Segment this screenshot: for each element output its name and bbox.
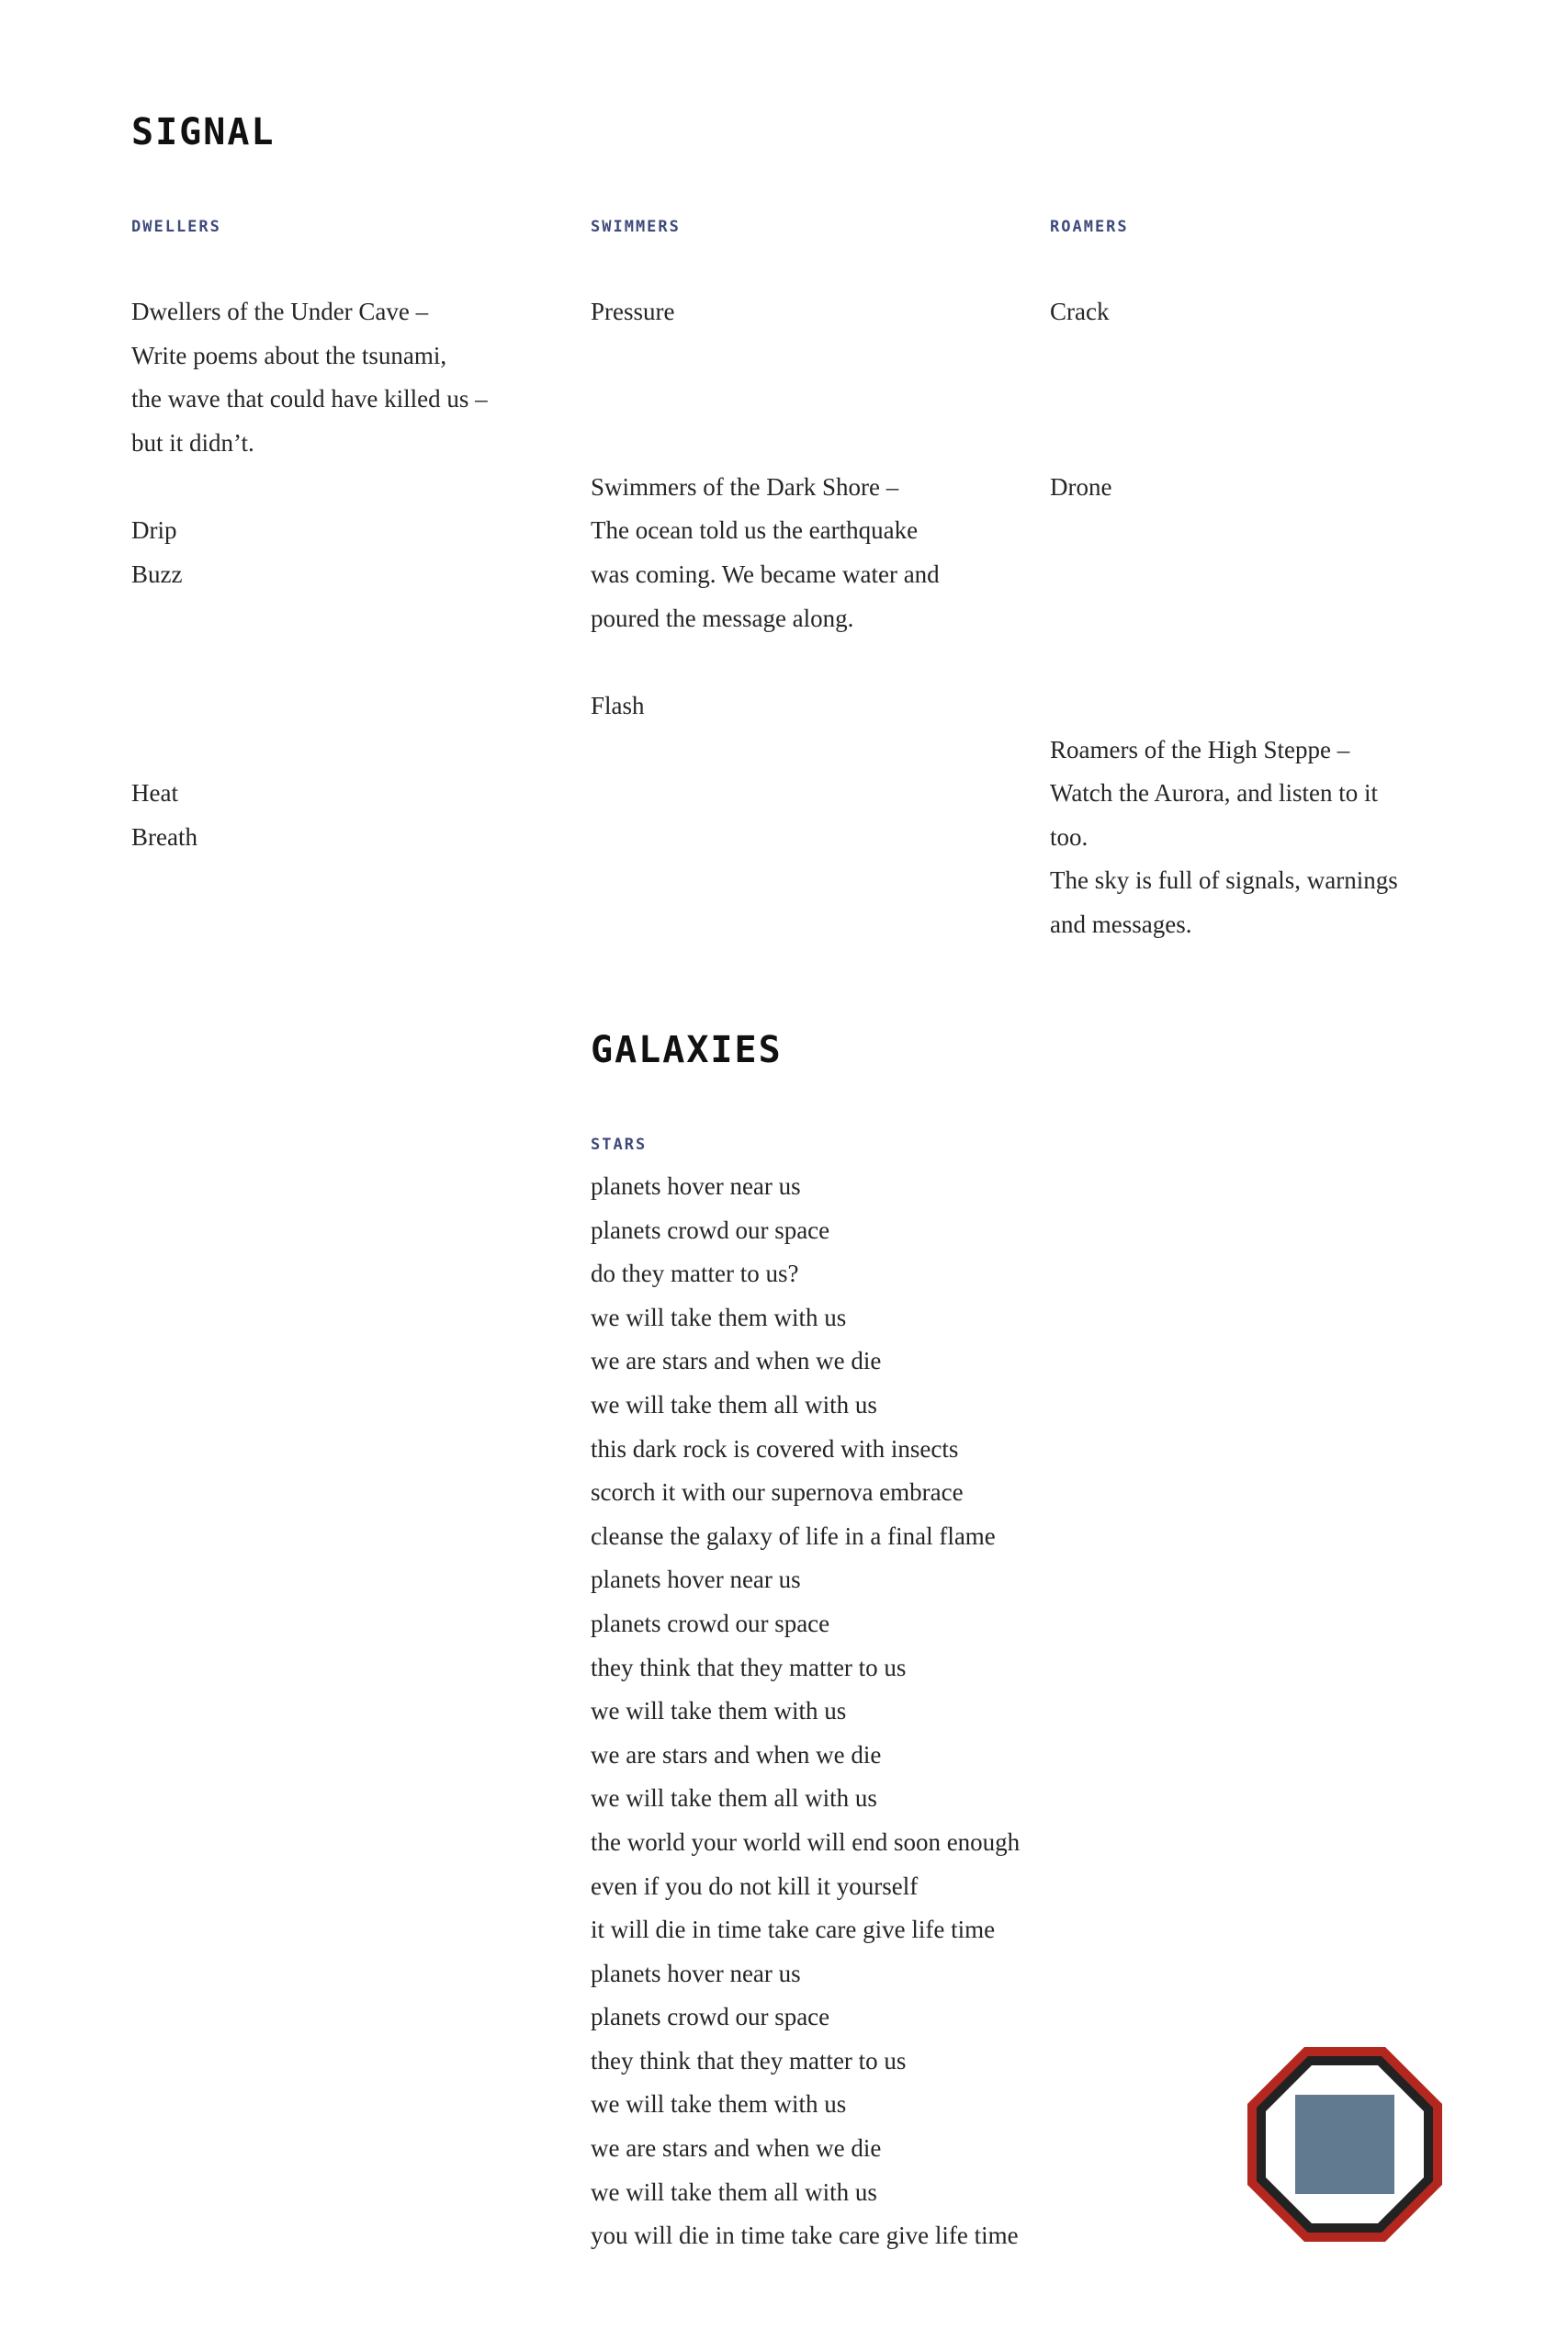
swimmers-line: poured the message along. bbox=[591, 605, 854, 632]
poem-line: cleanse the galaxy of life in a final flame bbox=[591, 1521, 996, 1550]
dwellers-line: Dwellers of the Under Cave – bbox=[131, 298, 429, 325]
stop-square-icon bbox=[1247, 2047, 1442, 2242]
poem-line: they think that they matter to us bbox=[591, 2046, 907, 2075]
poem-line: they think that they matter to us bbox=[591, 1653, 907, 1681]
column-label-roamers: ROAMERS bbox=[1050, 218, 1129, 236]
column-label-dwellers: DWELLERS bbox=[131, 218, 221, 236]
poem-line: you will die in time take care give life time bbox=[591, 2222, 1019, 2250]
signal-heading: SIGNAL bbox=[131, 111, 276, 153]
roamers-line: Watch the Aurora, and listen to it bbox=[1050, 779, 1378, 807]
swimmers-line: was coming. We became water and bbox=[591, 560, 940, 588]
dwellers-line: the wave that could have killed us – bbox=[131, 385, 488, 413]
swimmers-line: Pressure bbox=[591, 298, 675, 325]
roamers-line: too. bbox=[1050, 823, 1089, 851]
poem-line: the world your world will end soon enough bbox=[591, 1827, 1021, 1856]
swimmers-line: Flash bbox=[591, 692, 645, 719]
poem-line: we will take them all with us bbox=[591, 2177, 877, 2206]
roamers-line: Crack bbox=[1050, 298, 1110, 325]
dwellers-line: Write poems about the tsunami, bbox=[131, 342, 447, 369]
dwellers-line: Drip bbox=[131, 516, 177, 544]
poem-line: planets hover near us bbox=[591, 1566, 801, 1594]
roamers-line: Drone bbox=[1050, 473, 1112, 501]
swimmers-line: The ocean told us the earthquake bbox=[591, 516, 919, 544]
stop-badge-button[interactable] bbox=[1247, 2047, 1442, 2242]
poem-line: we will take them all with us bbox=[591, 1784, 877, 1813]
poem-line: we will take them with us bbox=[591, 2090, 847, 2119]
roamers-line: The sky is full of signals, warnings bbox=[1050, 866, 1398, 894]
poem-line: planets hover near us bbox=[591, 1172, 801, 1200]
poem-line: planets crowd our space bbox=[591, 1216, 830, 1244]
poem-line: even if you do not kill it yourself bbox=[591, 1871, 919, 1900]
dwellers-line: Heat bbox=[131, 779, 178, 807]
poem-line: we will take them with us bbox=[591, 1697, 847, 1725]
poem-line: we are stars and when we die bbox=[591, 1740, 882, 1769]
poem-line: planets crowd our space bbox=[591, 1609, 830, 1637]
poem-line: scorch it with our supernova embrace bbox=[591, 1478, 964, 1507]
poem-line: it will die in time take care give life time bbox=[591, 1916, 996, 1944]
galaxies-heading: GALAXIES bbox=[591, 1029, 783, 1071]
poem-line: we will take them with us bbox=[591, 1303, 847, 1331]
poem-line: planets hover near us bbox=[591, 1959, 801, 1987]
column-label-swimmers: SWIMMERS bbox=[591, 218, 681, 236]
dwellers-line: Buzz bbox=[131, 560, 183, 588]
roamers-line: Roamers of the High Steppe – bbox=[1050, 736, 1350, 763]
column-label-stars: STARS bbox=[591, 1136, 648, 1154]
poem-line: we are stars and when we die bbox=[591, 2134, 882, 2163]
stars-poem bbox=[591, 1165, 1020, 2258]
dwellers-line: Breath bbox=[131, 823, 197, 851]
poem-line: do they matter to us? bbox=[591, 1260, 799, 1288]
poem-line: we will take them all with us bbox=[591, 1390, 877, 1419]
roamers-line: and messages. bbox=[1050, 910, 1192, 938]
dwellers-line: but it didn’t. bbox=[131, 429, 254, 457]
poem-line: we are stars and when we die bbox=[591, 1347, 882, 1375]
swimmers-line: Swimmers of the Dark Shore – bbox=[591, 473, 899, 501]
poem-line: planets crowd our space bbox=[591, 2003, 830, 2031]
poem-line: this dark rock is covered with insects bbox=[591, 1434, 959, 1463]
